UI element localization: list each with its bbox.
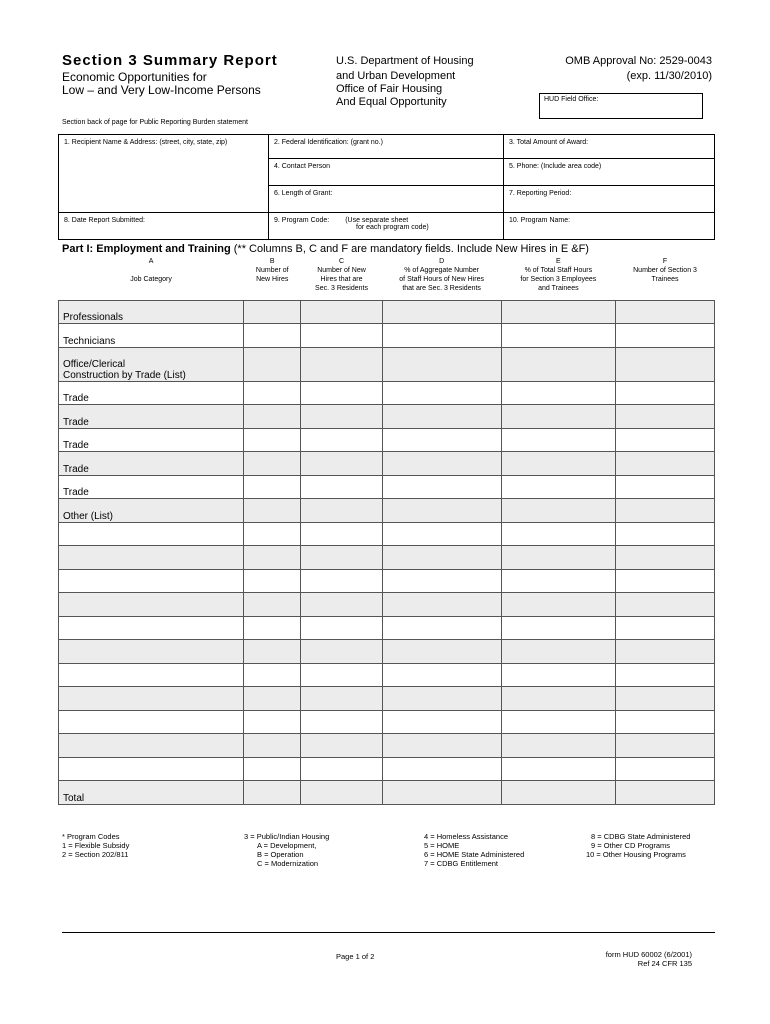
entry-cell-e[interactable] — [501, 428, 615, 452]
entry-cell-f[interactable] — [616, 300, 715, 324]
entry-cell-c[interactable] — [301, 475, 382, 499]
entry-cell-b[interactable] — [244, 405, 301, 429]
entry-cell-c[interactable] — [301, 687, 382, 711]
entry-cell-f[interactable] — [616, 428, 715, 452]
table-row — [59, 522, 715, 546]
program-code-line: 9 = Other CD Programs — [591, 841, 670, 850]
entry-cell-b[interactable] — [244, 687, 301, 711]
entry-cell-e[interactable] — [501, 734, 615, 758]
date-submitted-field[interactable]: 8. Date Report Submitted: — [59, 213, 269, 240]
program-code-field[interactable]: 9. Program Code: (Use separate sheet for each program code) — [269, 213, 504, 240]
program-code-line: 2 = Section 202/811 — [62, 850, 129, 859]
entry-cell-c[interactable] — [301, 546, 382, 570]
entry-cell-d[interactable] — [382, 569, 501, 593]
job-category-cell: Trade — [59, 428, 244, 452]
entry-cell-d[interactable] — [382, 546, 501, 570]
entry-cell-f[interactable] — [616, 569, 715, 593]
job-category-cell: Trade — [59, 452, 244, 476]
entry-cell-b[interactable] — [244, 381, 301, 405]
job-category-cell[interactable] — [59, 757, 244, 781]
entry-cell-c[interactable] — [301, 499, 382, 523]
column-header-f: F Number of Section 3 Trainees — [633, 258, 697, 283]
program-code-line: 1 = Flexible Subsidy — [62, 841, 130, 850]
entry-cell-e[interactable] — [501, 324, 615, 348]
program-code-line: 5 = HOME — [424, 841, 460, 850]
entry-cell-b[interactable] — [244, 475, 301, 499]
entry-cell-f[interactable] — [616, 687, 715, 711]
entry-cell-b[interactable] — [244, 781, 301, 805]
entry-cell-e[interactable] — [501, 593, 615, 617]
entry-cell-b[interactable] — [244, 546, 301, 570]
entry-cell-f[interactable] — [616, 757, 715, 781]
table-row — [59, 616, 715, 640]
entry-cell-c[interactable] — [301, 347, 382, 381]
agency-line-1: U.S. Department of Housing — [336, 55, 474, 67]
entry-cell-c[interactable] — [301, 522, 382, 546]
entry-cell-c[interactable] — [301, 710, 382, 734]
entry-cell-d[interactable] — [382, 381, 501, 405]
entry-cell-e[interactable] — [501, 781, 615, 805]
table-row — [59, 757, 715, 781]
recipient-name-field[interactable]: 1. Recipient Name & Address: (street, city, state, zip) — [59, 135, 269, 213]
program-code-line: 3 = Public/Indian Housing — [244, 832, 330, 841]
table-row — [59, 781, 715, 805]
entry-cell-b[interactable] — [244, 522, 301, 546]
entry-cell-b[interactable] — [244, 452, 301, 476]
entry-cell-b[interactable] — [244, 324, 301, 348]
entry-cell-d[interactable] — [382, 499, 501, 523]
entry-cell-d[interactable] — [382, 663, 501, 687]
entry-cell-d[interactable] — [382, 640, 501, 664]
entry-cell-d[interactable] — [382, 405, 501, 429]
job-category-cell[interactable] — [59, 569, 244, 593]
entry-cell-f[interactable] — [616, 616, 715, 640]
entry-cell-f[interactable] — [616, 546, 715, 570]
entry-cell-f[interactable] — [616, 324, 715, 348]
phone-field[interactable]: 5. Phone: (Include area code) — [504, 159, 715, 186]
entry-cell-d[interactable] — [382, 616, 501, 640]
entry-cell-b[interactable] — [244, 663, 301, 687]
job-category-cell: Office/Clerical Construction by Trade (List) — [59, 347, 244, 381]
omb-expiration: (exp. 11/30/2010) — [626, 70, 712, 82]
entry-cell-d[interactable] — [382, 710, 501, 734]
table-row — [59, 687, 715, 711]
table-row — [59, 663, 715, 687]
job-category-cell[interactable] — [59, 546, 244, 570]
hud-field-office-label: HUD Field Office: — [544, 96, 599, 103]
entry-cell-c[interactable] — [301, 324, 382, 348]
part1-heading: Part I: Employment and Training (** Columns B, C and F are mandatory fields. Include New Hires in E &F) — [62, 243, 589, 255]
report-title: Section 3 Summary Report — [62, 52, 278, 69]
table-row — [59, 381, 715, 405]
job-category-cell[interactable] — [59, 710, 244, 734]
entry-cell-e[interactable] — [501, 381, 615, 405]
table-row — [59, 428, 715, 452]
job-category-cell: Technicians — [59, 324, 244, 348]
entry-cell-f[interactable] — [616, 663, 715, 687]
job-category-cell: Total — [59, 781, 244, 805]
entry-cell-e[interactable] — [501, 347, 615, 381]
entry-cell-e[interactable] — [501, 616, 615, 640]
job-category-cell: Trade — [59, 475, 244, 499]
entry-cell-d[interactable] — [382, 522, 501, 546]
entry-cell-f[interactable] — [616, 522, 715, 546]
program-codes-col1 — [62, 832, 129, 859]
entry-cell-b[interactable] — [244, 616, 301, 640]
job-category-cell: Trade — [59, 381, 244, 405]
entry-cell-c[interactable] — [301, 593, 382, 617]
entry-cell-d[interactable] — [382, 757, 501, 781]
form-number: form HUD 60002 (6/2001) Ref 24 CFR 135 — [605, 950, 692, 968]
entry-cell-d[interactable] — [382, 687, 501, 711]
job-category-cell: Other (List) — [59, 499, 244, 523]
entry-cell-e[interactable] — [501, 569, 615, 593]
contact-person-field[interactable]: 4. Contact Person — [269, 159, 504, 186]
program-code-line: 4 = Homeless Assistance — [424, 832, 508, 841]
table-row — [59, 475, 715, 499]
entry-cell-b[interactable] — [244, 347, 301, 381]
entry-cell-f[interactable] — [616, 475, 715, 499]
entry-cell-c[interactable] — [301, 734, 382, 758]
entry-cell-f[interactable] — [616, 452, 715, 476]
entry-cell-b[interactable] — [244, 499, 301, 523]
program-codes-col2 — [244, 832, 329, 868]
entry-cell-c[interactable] — [301, 300, 382, 324]
agency-line-2: and Urban Development — [336, 70, 456, 82]
entry-cell-e[interactable] — [501, 546, 615, 570]
program-codes-col4 — [586, 832, 690, 859]
agency-line-3: Office of Fair Housing — [336, 83, 443, 95]
entry-cell-b[interactable] — [244, 428, 301, 452]
burden-note: Section back of page for Public Reporting Burden statement — [62, 119, 248, 126]
program-code-line: 8 = CDBG State Administered — [591, 832, 691, 841]
table-row — [59, 593, 715, 617]
entry-cell-d[interactable] — [382, 428, 501, 452]
entry-cell-d[interactable] — [382, 324, 501, 348]
length-of-grant-field[interactable]: 6. Length of Grant: — [269, 186, 504, 213]
hud-field-office-field[interactable] — [539, 93, 703, 119]
entry-cell-d[interactable] — [382, 452, 501, 476]
total-award-field[interactable]: 3. Total Amount of Award: — [504, 135, 715, 159]
job-category-cell: Trade — [59, 405, 244, 429]
program-code-line: * Program Codes — [62, 832, 120, 841]
entry-cell-b[interactable] — [244, 710, 301, 734]
entry-cell-e[interactable] — [501, 687, 615, 711]
entry-cell-b[interactable] — [244, 640, 301, 664]
entry-cell-f[interactable] — [616, 381, 715, 405]
entry-cell-e[interactable] — [501, 640, 615, 664]
column-header-d: D % of Aggregate Number of Staff Hours of New Hires that are Sec. 3 Residents — [399, 258, 484, 292]
program-codes-col3 — [424, 832, 524, 868]
omb-approval: OMB Approval No: 2529-0043 — [565, 55, 712, 67]
job-category-cell[interactable] — [59, 640, 244, 664]
table-row — [59, 710, 715, 734]
entry-cell-b[interactable] — [244, 757, 301, 781]
job-category-cell[interactable] — [59, 663, 244, 687]
entry-cell-c[interactable] — [301, 452, 382, 476]
employment-table — [58, 256, 715, 805]
job-category-cell[interactable] — [59, 734, 244, 758]
entry-cell-c[interactable] — [301, 569, 382, 593]
entry-cell-e[interactable] — [501, 300, 615, 324]
entry-cell-f[interactable] — [616, 710, 715, 734]
entry-cell-c[interactable] — [301, 663, 382, 687]
entry-cell-c[interactable] — [301, 781, 382, 805]
entry-cell-d[interactable] — [382, 593, 501, 617]
table-row — [59, 405, 715, 429]
entry-cell-d[interactable] — [382, 300, 501, 324]
column-header-b: B Number of New Hires — [255, 258, 289, 283]
entry-cell-c[interactable] — [301, 640, 382, 664]
entry-cell-f[interactable] — [616, 347, 715, 381]
agency-line-4: And Equal Opportunity — [336, 96, 447, 108]
column-header-e: E % of Total Staff Hours for Section 3 Employees and Trainees — [520, 258, 597, 292]
entry-cell-b[interactable] — [244, 300, 301, 324]
entry-cell-d[interactable] — [382, 734, 501, 758]
entry-cell-e[interactable] — [501, 663, 615, 687]
entry-cell-c[interactable] — [301, 405, 382, 429]
entry-cell-e[interactable] — [501, 710, 615, 734]
entry-cell-b[interactable] — [244, 734, 301, 758]
recipient-info-table — [58, 134, 715, 240]
column-header-c: C Number of New Hires that are Sec. 3 Residents — [315, 258, 368, 292]
report-subtitle-1: Economic Opportunities for — [62, 70, 207, 84]
entry-cell-e[interactable] — [501, 522, 615, 546]
table-row — [59, 546, 715, 570]
program-code-line: C = Modernization — [257, 859, 319, 868]
table-row — [59, 734, 715, 758]
entry-cell-c[interactable] — [301, 757, 382, 781]
entry-cell-b[interactable] — [244, 593, 301, 617]
entry-cell-c[interactable] — [301, 616, 382, 640]
entry-cell-e[interactable] — [501, 452, 615, 476]
report-subtitle-2: Low – and Very Low-Income Persons — [62, 83, 261, 97]
entry-cell-f[interactable] — [616, 640, 715, 664]
table-row — [59, 324, 715, 348]
entry-cell-d[interactable] — [382, 475, 501, 499]
entry-cell-f[interactable] — [616, 405, 715, 429]
table-row — [59, 300, 715, 324]
federal-id-field[interactable]: 2. Federal Identification: (grant no.) — [269, 135, 504, 159]
entry-cell-f[interactable] — [616, 734, 715, 758]
reporting-period-field[interactable]: 7. Reporting Period: — [504, 186, 715, 213]
entry-cell-b[interactable] — [244, 569, 301, 593]
program-code-line: B = Operation — [257, 850, 304, 859]
entry-cell-e[interactable] — [501, 405, 615, 429]
program-code-line: 7 = CDBG Entitlement — [424, 859, 498, 868]
entry-cell-f[interactable] — [616, 781, 715, 805]
table-row — [59, 452, 715, 476]
program-code-line: A = Development, — [257, 841, 317, 850]
entry-cell-c[interactable] — [301, 428, 382, 452]
entry-cell-e[interactable] — [501, 757, 615, 781]
table-row — [59, 569, 715, 593]
program-code-line: 10 = Other Housing Programs — [586, 850, 686, 859]
entry-cell-e[interactable] — [501, 475, 615, 499]
page-number: Page 1 of 2 — [336, 952, 375, 961]
program-code-line: 6 = HOME State Administered — [424, 850, 525, 859]
job-category-cell[interactable] — [59, 616, 244, 640]
column-header-a: A Job Category — [130, 258, 172, 283]
table-row — [59, 347, 715, 381]
footer-divider — [62, 932, 715, 933]
job-category-cell: Professionals — [59, 300, 244, 324]
job-category-cell[interactable] — [59, 687, 244, 711]
entry-cell-c[interactable] — [301, 381, 382, 405]
entry-cell-f[interactable] — [616, 499, 715, 523]
job-category-cell[interactable] — [59, 522, 244, 546]
entry-cell-d[interactable] — [382, 781, 501, 805]
entry-cell-d[interactable] — [382, 347, 501, 381]
table-row — [59, 499, 715, 523]
table-row — [59, 640, 715, 664]
entry-cell-e[interactable] — [501, 499, 615, 523]
entry-cell-f[interactable] — [616, 593, 715, 617]
program-name-field[interactable]: 10. Program Name: — [504, 213, 715, 240]
job-category-cell[interactable] — [59, 593, 244, 617]
